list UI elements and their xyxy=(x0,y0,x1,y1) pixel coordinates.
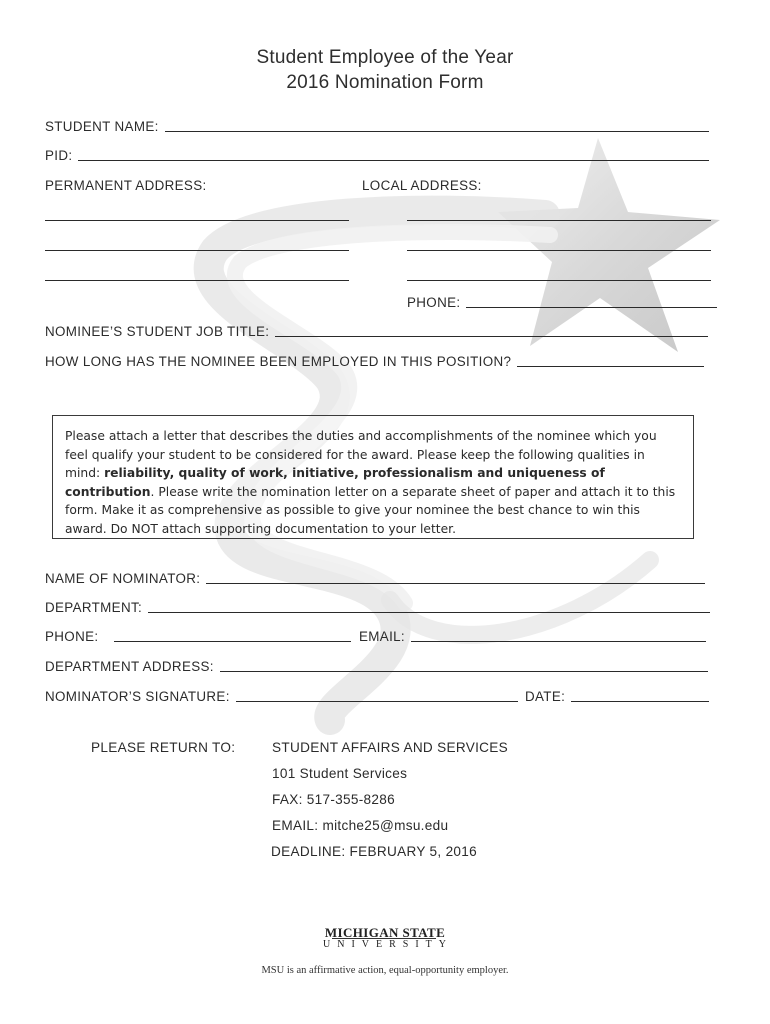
return-line-fax: FAX: 517-355-8286 xyxy=(272,792,395,807)
instructions-box xyxy=(52,415,694,539)
nominator-phone-label: PHONE: xyxy=(45,629,99,644)
return-line-office: STUDENT AFFAIRS AND SERVICES xyxy=(272,740,509,755)
tenure-label: HOW LONG HAS THE NOMINEE BEEN EMPLOYED IN THIS POSITION? xyxy=(45,354,512,369)
student-name-label: STUDENT NAME: xyxy=(45,119,159,134)
department-address-field[interactable] xyxy=(220,659,708,672)
form-subtitle: 2016 Nomination Form xyxy=(286,72,484,93)
student-phone-row xyxy=(407,295,717,310)
nominator-name-row xyxy=(45,571,705,586)
pid-field[interactable] xyxy=(78,148,709,161)
job-title-row xyxy=(45,324,708,339)
job-title-label: NOMINEE’S STUDENT JOB TITLE: xyxy=(45,324,270,339)
department-field[interactable] xyxy=(148,600,710,613)
signature-label: NOMINATOR’S SIGNATURE: xyxy=(45,689,230,704)
return-line-address: 101 Student Services xyxy=(272,766,408,781)
return-label: PLEASE RETURN TO: xyxy=(91,740,236,755)
pid-row xyxy=(45,148,709,163)
student-name-row xyxy=(45,119,709,134)
date-field[interactable] xyxy=(571,689,709,702)
signature-field[interactable] xyxy=(236,689,518,702)
student-phone-label: PHONE: xyxy=(407,295,461,310)
instructions-text-1: Please attach a letter that describes the duties and accomplishments of the nominee which you feel qualify your student to be considered for the award. Please keep the following qualities in mind: xyxy=(65,429,657,481)
nominator-email-label: EMAIL: xyxy=(359,629,406,644)
department-address-row xyxy=(45,659,708,674)
department-row xyxy=(45,600,710,615)
permanent-address-line-3[interactable] xyxy=(45,280,349,281)
local-address-label: LOCAL ADDRESS: xyxy=(362,178,482,193)
department-label: DEPARTMENT: xyxy=(45,600,143,615)
student-phone-field[interactable] xyxy=(466,295,717,308)
nominator-email-row xyxy=(359,629,706,644)
date-row xyxy=(525,689,709,704)
nominator-name-label: NAME OF NOMINATOR: xyxy=(45,571,201,586)
form-title: Student Employee of the Year xyxy=(256,47,514,68)
msu-logo-wordmark: MICHIGAN STATE xyxy=(324,925,446,940)
instructions-text-2: Please write the nomination letter on a separate sheet of paper and attach it to this form. Make it as comprehensive as possible to give your nominee the best chance to win this award. Do NOT attach supporting documentation to your letter. xyxy=(65,484,676,536)
local-address-line-1[interactable] xyxy=(407,220,711,221)
tenure-field[interactable] xyxy=(517,354,704,367)
pid-label: PID: xyxy=(45,148,73,163)
return-line-email: EMAIL: mitche25@msu.edu xyxy=(272,818,449,833)
local-address-line-2[interactable] xyxy=(407,250,711,251)
department-address-label: DEPARTMENT ADDRESS: xyxy=(45,659,214,674)
job-title-field[interactable] xyxy=(275,324,708,337)
local-address-line-3[interactable] xyxy=(407,280,711,281)
nominator-email-field[interactable] xyxy=(411,629,706,642)
instructions-qualities: reliability, quality of work, initiative, professionalism and uniqueness of contribution xyxy=(65,466,605,499)
return-line-deadline: DEADLINE: FEBRUARY 5, 2016 xyxy=(271,844,478,859)
permanent-address-line-1[interactable] xyxy=(45,220,349,221)
permanent-address-label: PERMANENT ADDRESS: xyxy=(45,178,207,193)
nominator-phone-row xyxy=(45,629,351,644)
signature-row xyxy=(45,689,518,704)
date-label: DATE: xyxy=(525,689,566,704)
tenure-row xyxy=(45,354,704,369)
student-name-field[interactable] xyxy=(165,119,709,132)
nominator-phone-field[interactable] xyxy=(114,629,351,642)
msu-logo-subtext: UNIVERSITY xyxy=(323,939,453,950)
permanent-address-line-2[interactable] xyxy=(45,250,349,251)
nominator-name-field[interactable] xyxy=(206,571,705,584)
footer-statement: MSU is an affirmative action, equal-opportunity employer. xyxy=(261,965,509,976)
instructions-period: . xyxy=(150,484,155,499)
